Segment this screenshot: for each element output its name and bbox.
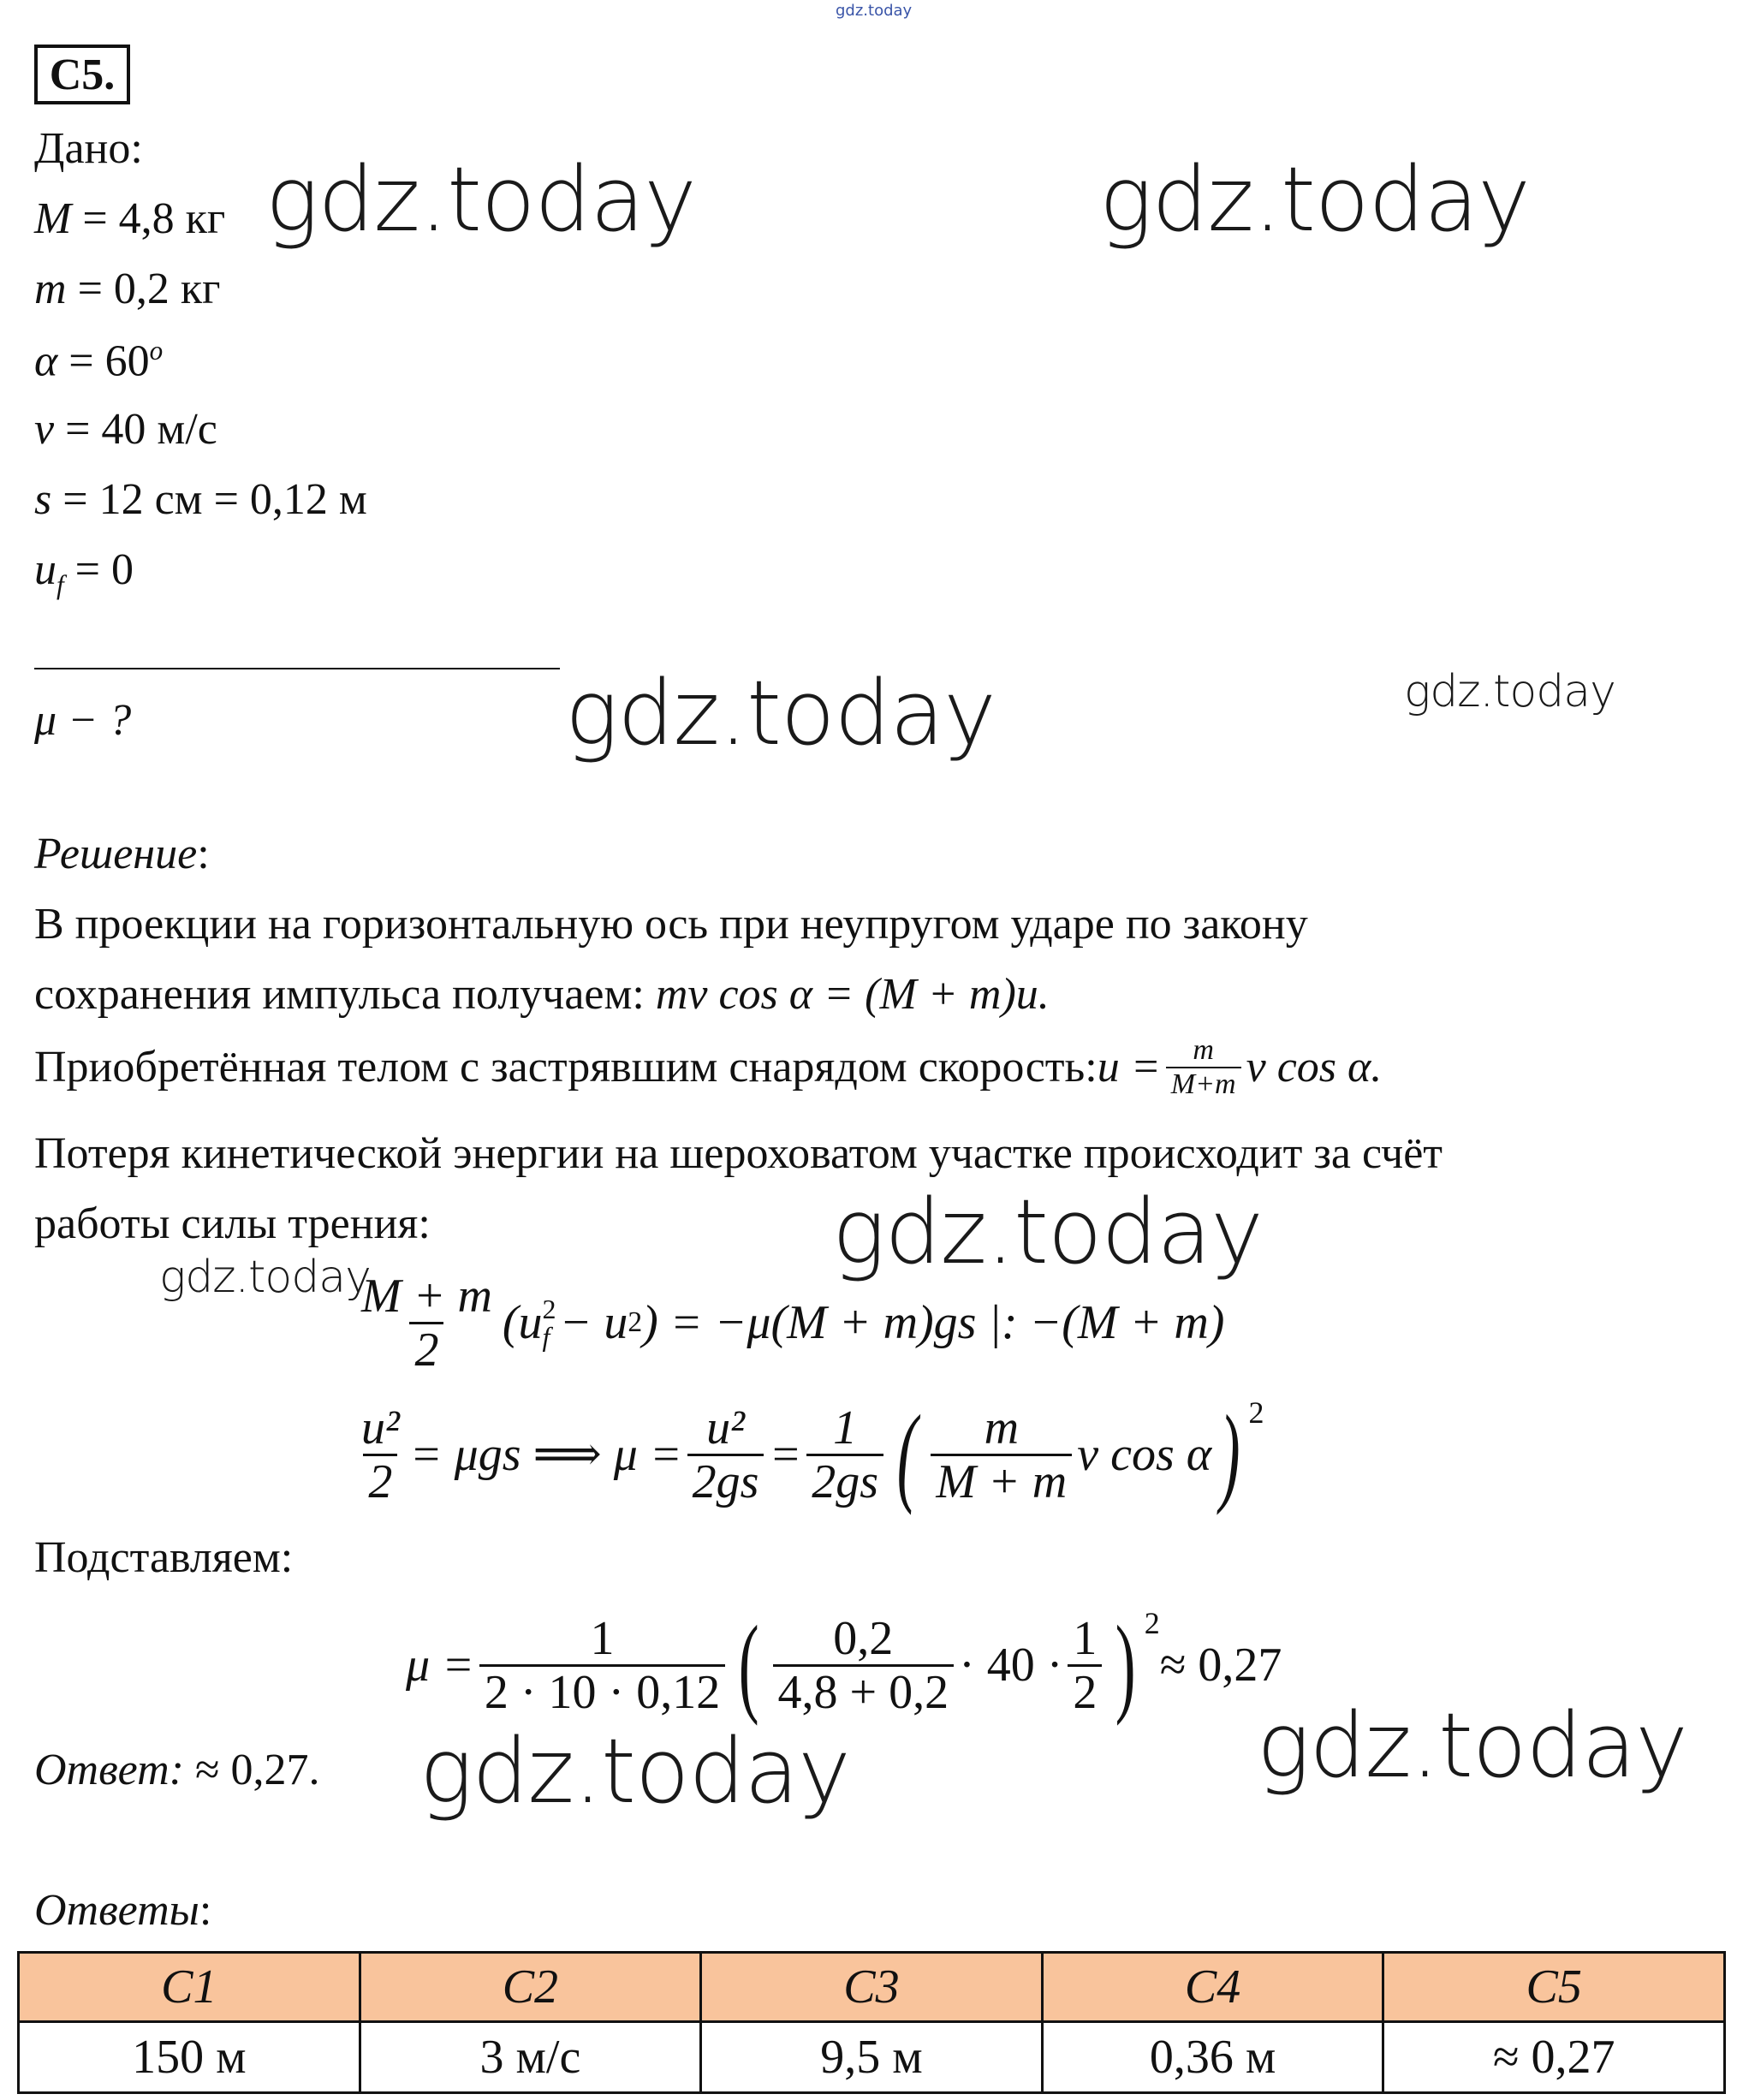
paragraph-4: Потеря кинетической энергии на шероховатом участке происходит за счёт	[34, 1129, 1443, 1178]
watermark-4: gdz.today	[1404, 666, 1615, 717]
value-v: = 40 м/с	[54, 405, 217, 454]
solution-title-text: Решение	[34, 830, 198, 878]
value-uf: = 0	[63, 545, 134, 594]
eq2-eq: =	[769, 1428, 802, 1481]
eq2-f3-num: 1	[833, 1401, 858, 1455]
given-angle	[34, 337, 163, 384]
var-m: m	[34, 265, 67, 313]
value-M: = 4,8 кг	[71, 194, 226, 243]
answers-table-header-row	[19, 1953, 1725, 2022]
eq3-power: 2	[1144, 1606, 1160, 1640]
answer-label: Ответ:	[34, 1746, 184, 1794]
eq2-tail: v cos α	[1077, 1428, 1212, 1481]
eq3-f3-num: 1	[1073, 1611, 1098, 1665]
friction-coefficient-equation	[351, 1390, 1264, 1519]
site-mark-top: gdz.today	[836, 2, 913, 20]
paragraph-5: работы силы трения:	[34, 1199, 431, 1248]
eq1-open: (u	[502, 1296, 543, 1349]
given-final-velocity	[34, 545, 134, 600]
eq3-f2-num: 0,2	[833, 1611, 894, 1665]
eq2-fraction-1	[356, 1401, 405, 1508]
value-s: = 12 см = 0,12 м	[51, 475, 367, 524]
paragraph-3	[34, 1020, 1382, 1115]
given-velocity	[34, 405, 217, 454]
sub-f: f	[57, 569, 64, 600]
answers-value-cell: 0,36 м	[1042, 2022, 1383, 2093]
var-u: u	[34, 545, 57, 594]
eq2-f3-den: 2gs	[806, 1454, 883, 1506]
paragraph-1: В проекции на горизонтальную ось при неупругом ударе по закону	[34, 900, 1308, 949]
eq2-f2-num: u²	[706, 1401, 745, 1455]
eq3-mid: · 40 ·	[959, 1639, 1063, 1692]
eq1-rest: ) = −μ(M + m)gs |: −(M + m)	[642, 1296, 1225, 1349]
eq2-f2-den: 2gs	[687, 1454, 764, 1506]
eq3-left-paren: (	[738, 1603, 759, 1727]
paragraph-3-text: Приобретённая телом с застрявшим снарядом скорость:	[34, 1043, 1098, 1092]
eq1-frac-num: M + m	[361, 1269, 492, 1323]
answers-title-text: Ответы	[34, 1886, 199, 1935]
answers-header-cell: C1	[19, 1953, 360, 2022]
watermark-1: gdz.today	[265, 147, 696, 252]
eq2-f4-den: M + m	[931, 1454, 1072, 1506]
velocity-u: u =	[1097, 1043, 1161, 1092]
find-question: μ − ?	[34, 696, 132, 745]
given-mass-big	[34, 194, 226, 243]
watermark-8: gdz.today	[1257, 1693, 1687, 1798]
eq2-power: 2	[1248, 1395, 1264, 1430]
eq2-left-paren: (	[896, 1393, 918, 1516]
answers-header-cell: C3	[701, 1953, 1043, 2022]
eq1-uf-sub: f	[542, 1321, 550, 1352]
eq3-fraction-2	[773, 1611, 955, 1719]
answers-colon: :	[199, 1886, 212, 1935]
velocity-fraction-den: M+m	[1166, 1067, 1241, 1099]
degree-mark: o	[149, 336, 164, 366]
eq1-frac-den: 2	[409, 1322, 443, 1374]
value-alpha: = 60	[57, 336, 150, 386]
eq3-right-paren: )	[1115, 1603, 1136, 1727]
eq2-fraction-4	[931, 1401, 1072, 1508]
velocity-fraction	[1166, 1036, 1241, 1099]
energy-equation	[351, 1258, 1224, 1387]
eq2-mid: = μgs ⟹ μ =	[409, 1428, 682, 1481]
eq2-fraction-2	[687, 1401, 764, 1508]
eq3-fraction-3	[1068, 1611, 1102, 1719]
answers-table-value-row	[19, 2022, 1725, 2093]
eq2-fraction-3	[806, 1401, 883, 1508]
answers-value-cell: 150 м	[19, 2022, 360, 2093]
eq1-uf-sup: 2	[542, 1294, 556, 1324]
momentum-formula: mv cos α = (M + m)u.	[655, 970, 1050, 1019]
watermark-3: gdz.today	[565, 661, 996, 765]
eq3-f2-den: 4,8 + 0,2	[773, 1664, 955, 1716]
eq3-f1-den: 2 · 10 · 0,12	[479, 1664, 725, 1716]
watermark-5: gdz.today	[832, 1180, 1263, 1284]
var-s: s	[34, 475, 52, 524]
answers-header-cell: C5	[1383, 1953, 1725, 2022]
task-number-box: C5.	[34, 45, 130, 104]
numeric-equation	[406, 1601, 1282, 1729]
solution-colon: :	[197, 830, 210, 878]
value-m: = 0,2 кг	[66, 265, 221, 313]
substitute-title: Подставляем:	[34, 1533, 294, 1582]
answer-line	[34, 1748, 320, 1793]
var-M: M	[34, 194, 72, 243]
answers-value-cell: ≈ 0,27	[1383, 2022, 1725, 2093]
eq3-lhs: μ =	[406, 1639, 474, 1692]
eq1-fraction	[356, 1269, 497, 1377]
eq3-fraction-1	[479, 1611, 725, 1719]
answers-header-cell: C4	[1042, 1953, 1383, 2022]
eq2-f4-num: m	[984, 1401, 1020, 1455]
answers-header-cell: C2	[360, 1953, 701, 2022]
var-alpha: α	[34, 336, 58, 386]
watermark-6: gdz.today	[159, 1252, 371, 1303]
eq2-f1-num: u²	[361, 1401, 400, 1455]
eq1-u-sup: 2	[628, 1306, 643, 1339]
velocity-tail: v cos α.	[1246, 1043, 1383, 1092]
answer-value: ≈ 0,27.	[183, 1746, 320, 1794]
watermark-7: gdz.today	[419, 1719, 850, 1823]
paragraph-2	[34, 970, 1050, 1019]
eq2-f1-den: 2	[363, 1454, 397, 1506]
given-distance	[34, 475, 367, 524]
given-title: Дано:	[34, 124, 143, 173]
solution-title	[34, 832, 210, 877]
eq2-right-paren: )	[1219, 1393, 1240, 1516]
velocity-fraction-num: m	[1193, 1034, 1214, 1066]
answers-title	[34, 1886, 212, 1935]
given-mass-small	[34, 267, 220, 312]
var-v: v	[34, 405, 55, 454]
paragraph-2-text: сохранения импульса получаем:	[34, 970, 656, 1019]
watermark-2: gdz.today	[1099, 147, 1530, 252]
eq3-f3-den: 2	[1068, 1664, 1102, 1716]
eq1-minus-u: − u	[559, 1296, 628, 1349]
answers-value-cell: 9,5 м	[701, 2022, 1043, 2093]
answers-table	[17, 1951, 1726, 2094]
answers-value-cell: 3 м/с	[360, 2022, 701, 2093]
eq3-f1-num: 1	[590, 1611, 615, 1665]
given-divider	[34, 668, 560, 669]
eq1-uf-scripts	[543, 1295, 556, 1350]
eq3-result: ≈ 0,27	[1159, 1639, 1282, 1692]
